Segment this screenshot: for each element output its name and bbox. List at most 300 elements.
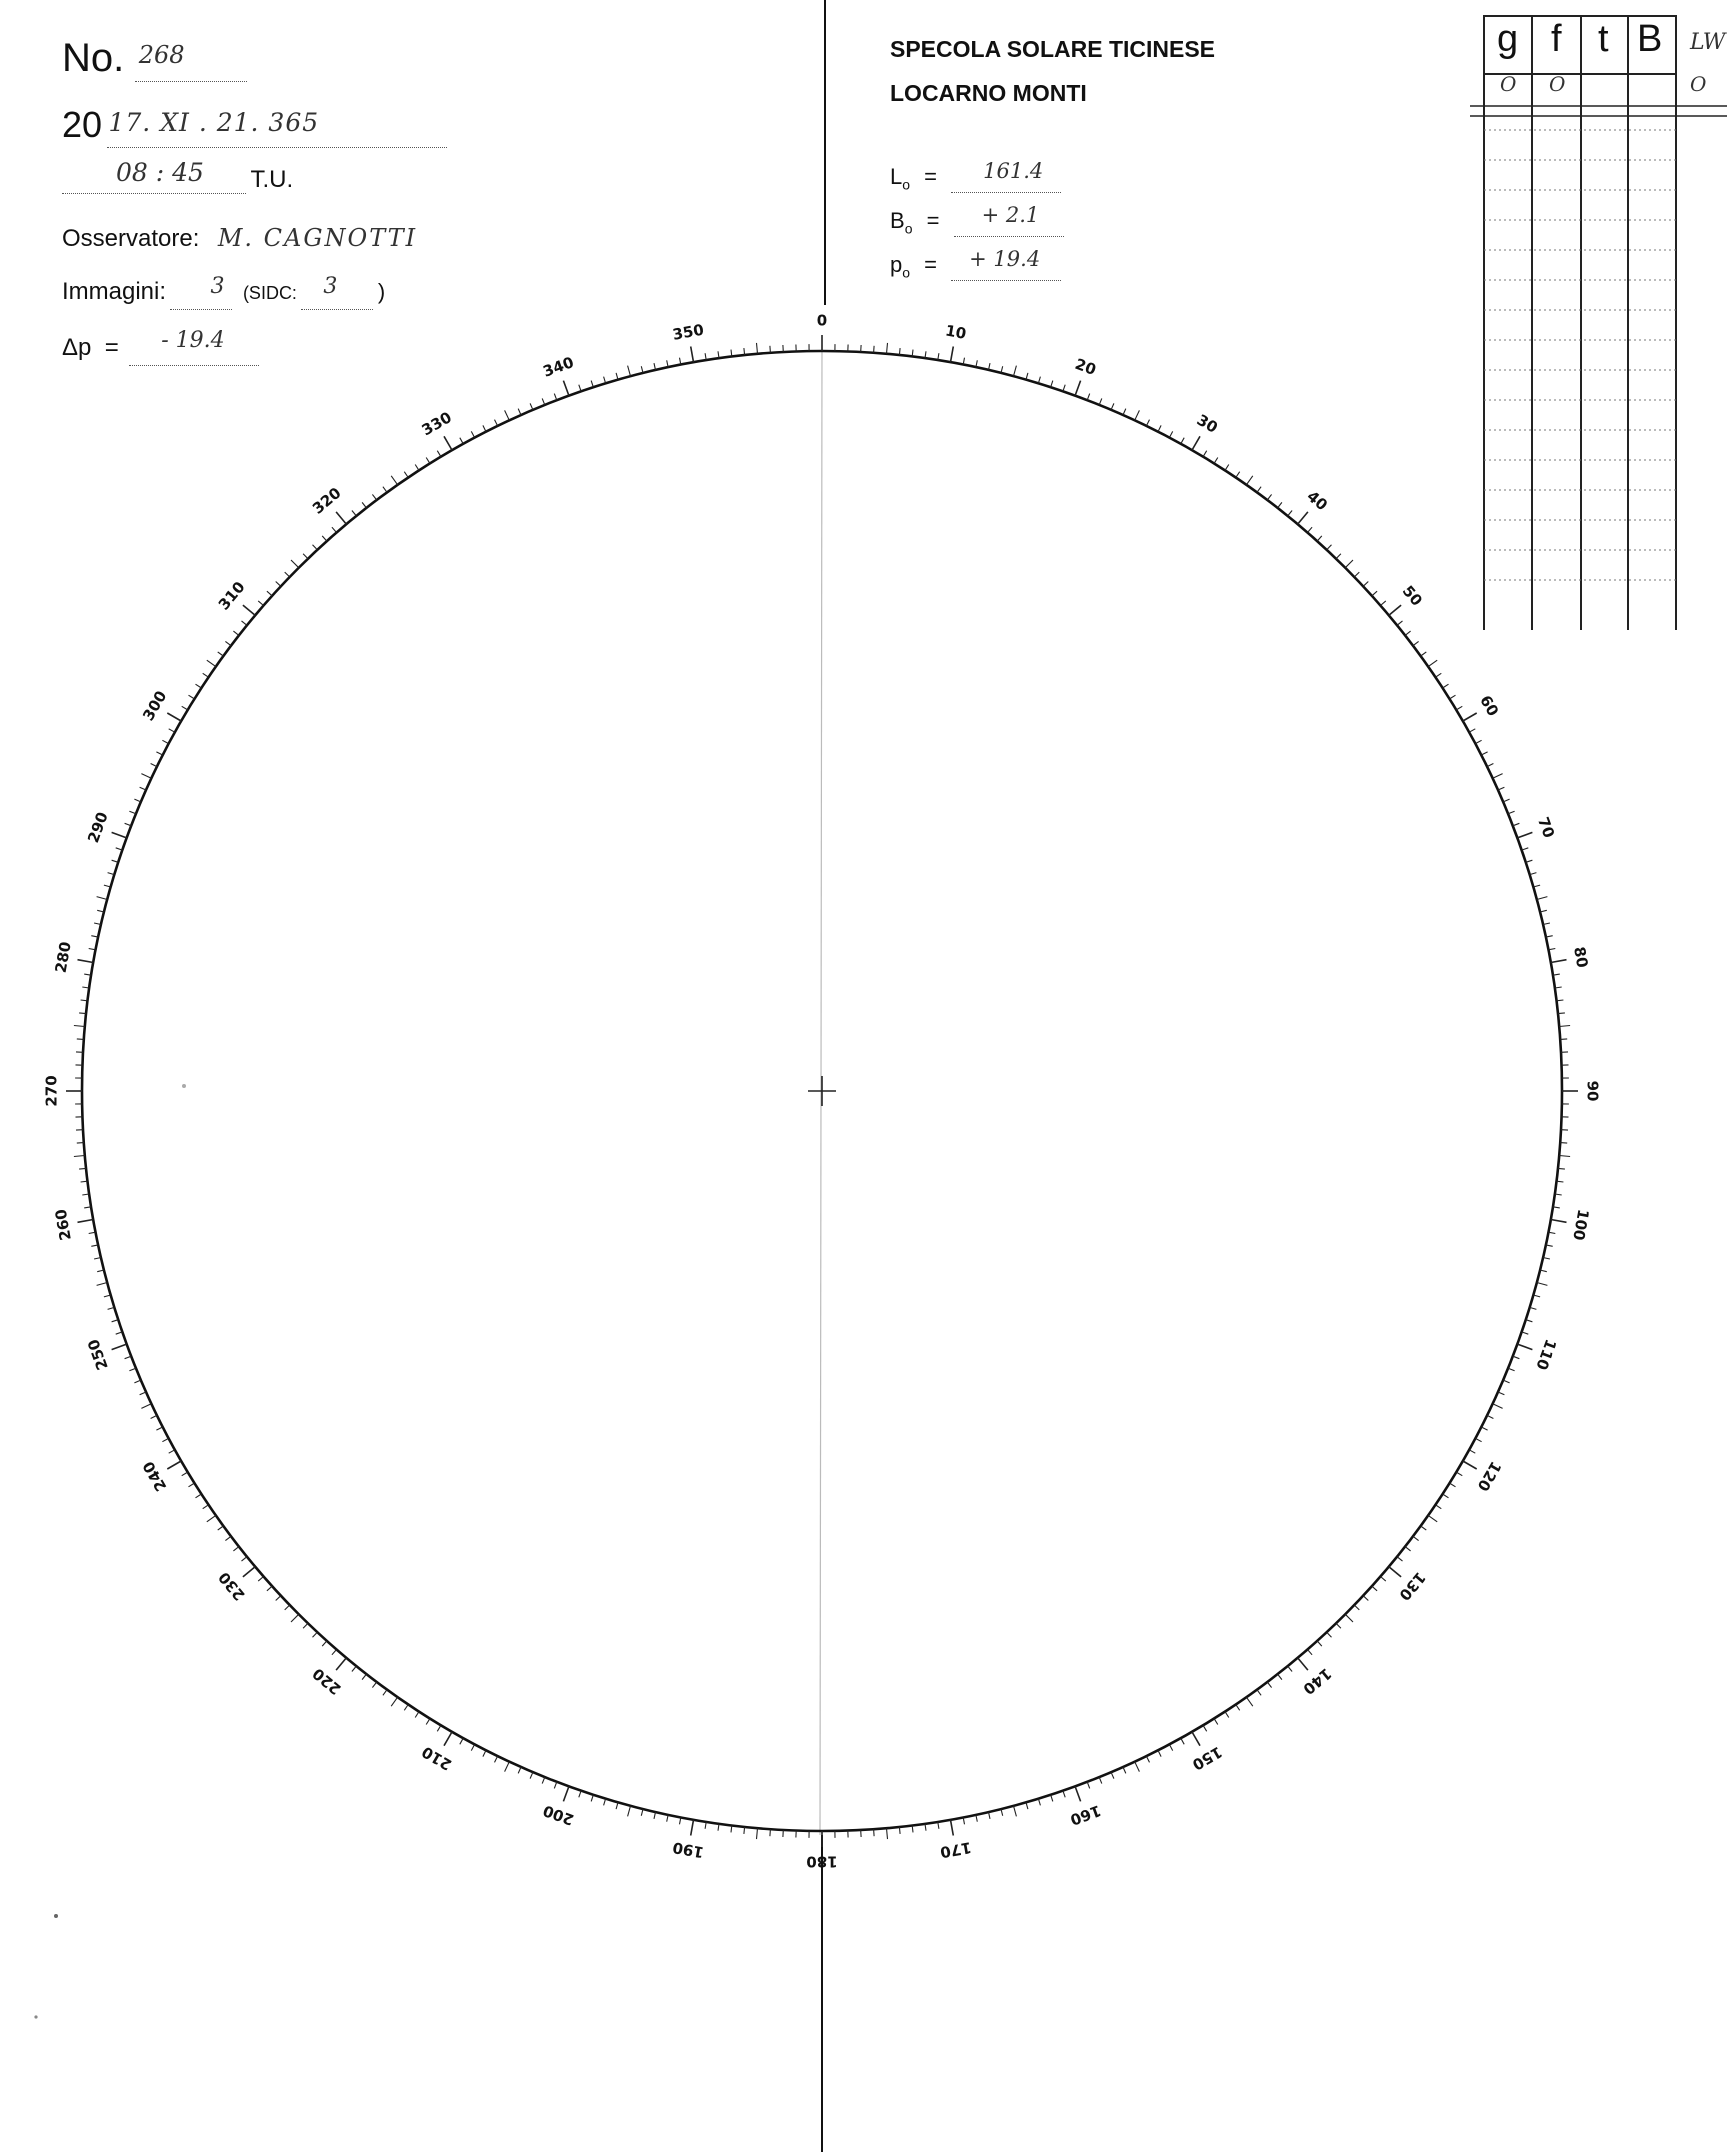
- degree-tick: [74, 1026, 85, 1027]
- degree-tick: [1087, 1782, 1090, 1789]
- degree-tick: [322, 1641, 327, 1646]
- B0-row: [890, 203, 1064, 237]
- degree-tick: [162, 740, 168, 743]
- degree-tick: [1063, 385, 1065, 392]
- observer-row: [62, 224, 417, 253]
- record-number-value: 268: [138, 41, 185, 69]
- degree-tick: [1436, 1505, 1442, 1509]
- degree-tick: [1381, 601, 1386, 606]
- degree-tick: [887, 1828, 888, 1839]
- degree-label: 20: [1072, 354, 1099, 379]
- degree-tick: [1181, 438, 1184, 444]
- degree-tick: [362, 1674, 366, 1680]
- time-suffix: T.U.: [250, 166, 294, 193]
- degree-label: 70: [1534, 814, 1559, 841]
- degree-tick: [1551, 960, 1567, 963]
- degree-tick: [1225, 1712, 1229, 1718]
- degree-label: 300: [139, 687, 171, 724]
- degree-tick: [1308, 527, 1313, 532]
- degree-tick: [505, 1762, 510, 1772]
- degree-tick: [1192, 1732, 1200, 1746]
- degree-tick: [1317, 1641, 1322, 1646]
- degree-tick: [483, 1750, 486, 1756]
- degree-tick: [169, 1450, 175, 1453]
- degree-tick: [1135, 1762, 1140, 1772]
- degree-tick: [167, 1461, 181, 1469]
- degree-tick: [77, 1039, 84, 1040]
- degree-tick: [505, 410, 510, 420]
- degree-tick: [352, 511, 356, 516]
- degree-tick: [1298, 512, 1308, 524]
- sidc-label: (SIDC:: [242, 283, 297, 303]
- degree-tick: [1513, 823, 1520, 826]
- degree-tick: [1413, 1536, 1419, 1540]
- degree-tick: [1475, 1438, 1481, 1441]
- degree-tick: [415, 1712, 419, 1718]
- degree-tick: [1493, 1404, 1503, 1409]
- degree-label: 60: [1476, 692, 1503, 720]
- degree-tick: [1267, 1682, 1271, 1688]
- degree-tick: [1214, 458, 1218, 464]
- degree-tick: [1508, 811, 1515, 814]
- degree-tick: [182, 706, 188, 710]
- degree-label: 260: [51, 1207, 75, 1242]
- sidc-close: ): [377, 279, 386, 304]
- degree-tick: [404, 1705, 408, 1711]
- degree-tick: [362, 502, 366, 508]
- degree-tick: [1428, 1515, 1437, 1521]
- degree-tick: [336, 512, 346, 524]
- degree-label: 100: [1569, 1207, 1593, 1242]
- degree-tick: [79, 1168, 86, 1169]
- table-cell-g-row1: O: [1500, 72, 1517, 96]
- L0-field: [951, 159, 1061, 193]
- degree-tick: [1517, 1344, 1532, 1350]
- degree-tick: [169, 729, 175, 732]
- degree-tick: [1372, 591, 1377, 596]
- degree-label: 30: [1193, 410, 1221, 437]
- degree-label: 0: [816, 311, 828, 330]
- degree-tick: [285, 572, 290, 577]
- degree-tick: [1537, 897, 1548, 900]
- delta-p-field: [129, 328, 259, 366]
- degree-tick: [303, 554, 308, 559]
- degree-tick: [1389, 1567, 1401, 1577]
- degree-tick: [471, 1744, 474, 1750]
- observatory-location: LOCARNO MONTI: [890, 80, 1087, 106]
- L0-row: [890, 159, 1061, 193]
- degree-tick: [1498, 1392, 1504, 1395]
- degree-tick: [554, 1782, 557, 1789]
- degree-tick: [77, 1143, 84, 1144]
- degree-tick: [242, 621, 247, 625]
- degree-label: 140: [1299, 1664, 1335, 1699]
- degree-tick: [189, 1483, 195, 1487]
- degree-tick: [1327, 1632, 1332, 1637]
- degree-tick: [1146, 420, 1149, 426]
- degree-tick: [1517, 832, 1532, 838]
- degree-label: 290: [84, 809, 112, 846]
- degree-tick: [1405, 631, 1411, 635]
- degree-tick: [1267, 494, 1271, 500]
- degree-tick: [1278, 1674, 1282, 1680]
- degree-label: 230: [214, 1568, 249, 1604]
- degree-tick: [951, 1820, 954, 1836]
- degree-label: 330: [418, 408, 455, 440]
- degree-label: 250: [84, 1336, 112, 1373]
- degree-tick: [415, 465, 419, 471]
- B0-eq: =: [926, 208, 940, 233]
- degree-tick: [1063, 1791, 1065, 1798]
- degree-tick: [1246, 476, 1252, 485]
- degree-tick: [258, 601, 263, 606]
- date-row: [62, 104, 447, 146]
- degree-tick: [97, 897, 108, 900]
- degree-tick: [542, 1777, 545, 1784]
- record-number-label: No.: [62, 36, 125, 80]
- degree-tick: [276, 1596, 281, 1601]
- degree-tick: [542, 398, 545, 405]
- speck: [54, 1914, 58, 1918]
- degree-label: 320: [309, 483, 345, 518]
- degree-tick: [1236, 472, 1240, 478]
- degree-label: 170: [938, 1838, 973, 1862]
- degree-tick: [1372, 1586, 1377, 1591]
- degree-label: 130: [1395, 1568, 1430, 1604]
- degree-tick: [1225, 465, 1229, 471]
- p0-field: [951, 247, 1061, 281]
- B0-value: + 2.1: [981, 203, 1040, 227]
- degree-tick: [579, 1791, 581, 1798]
- table-header-lw: LW: [1690, 30, 1726, 55]
- degree-tick: [116, 1332, 123, 1334]
- degree-tick: [1405, 1547, 1411, 1551]
- degree-tick: [518, 1767, 521, 1773]
- degree-tick: [352, 1666, 356, 1671]
- degree-label: 210: [418, 1742, 455, 1774]
- degree-tick: [1075, 381, 1081, 396]
- degree-tick: [207, 660, 216, 666]
- time-field: [62, 158, 246, 194]
- degree-tick: [1537, 1283, 1548, 1286]
- degree-tick: [1308, 1650, 1313, 1655]
- degree-tick: [140, 787, 146, 790]
- degree-tick: [1099, 1777, 1102, 1784]
- degree-tick: [874, 1829, 875, 1836]
- degree-tick: [1428, 660, 1437, 666]
- degree-tick: [189, 695, 195, 699]
- degree-tick: [1450, 695, 1456, 699]
- degree-tick: [404, 472, 408, 478]
- degree-tick: [554, 394, 557, 401]
- images-value: 3: [210, 274, 225, 299]
- degree-label: 10: [943, 321, 968, 343]
- table-header-B: B: [1637, 18, 1663, 60]
- degree-tick: [563, 1786, 569, 1801]
- degree-tick: [1559, 1156, 1570, 1157]
- degree-tick: [1503, 799, 1509, 802]
- observatory-name: SPECOLA SOLARE TICINESE: [890, 36, 1216, 62]
- degree-tick: [267, 1586, 272, 1591]
- degree-tick: [1389, 605, 1401, 615]
- degree-tick: [258, 1577, 263, 1582]
- degree-tick: [1381, 1577, 1386, 1582]
- degree-tick: [1354, 572, 1359, 577]
- degree-label: 150: [1189, 1742, 1226, 1774]
- degree-tick: [426, 1719, 430, 1725]
- L0-label: L: [890, 164, 903, 189]
- p0-sub: o: [902, 264, 911, 281]
- degree-tick: [563, 381, 569, 396]
- degree-label: 240: [139, 1458, 171, 1495]
- degree-tick: [1169, 431, 1172, 437]
- degree-tick: [1158, 1750, 1161, 1756]
- degree-label: 270: [42, 1075, 61, 1107]
- record-number-row: [62, 36, 247, 86]
- degree-tick: [1192, 436, 1200, 450]
- degree-tick: [1413, 641, 1419, 645]
- L0-sub: o: [902, 176, 911, 193]
- degree-tick: [1298, 1658, 1308, 1670]
- degree-tick: [313, 545, 318, 550]
- degree-tick: [1123, 409, 1126, 415]
- degree-tick: [444, 436, 452, 450]
- degree-tick: [1475, 740, 1481, 743]
- degree-label: 110: [1532, 1336, 1560, 1373]
- degree-tick: [1463, 713, 1477, 721]
- degree-tick: [196, 1494, 202, 1498]
- degree-tick: [1558, 1013, 1565, 1014]
- delta-p-row: [62, 328, 259, 362]
- degree-tick: [757, 343, 758, 354]
- sidc-field: [301, 274, 373, 310]
- degree-tick: [218, 652, 224, 656]
- degree-tick: [1522, 1332, 1529, 1334]
- degree-tick: [1397, 1557, 1402, 1561]
- degree-tick: [530, 1772, 533, 1778]
- degree-tick: [1336, 554, 1341, 559]
- degree-tick: [437, 1725, 441, 1731]
- degree-tick: [471, 431, 474, 437]
- degree-label: 310: [214, 578, 249, 614]
- degree-tick: [79, 1013, 86, 1014]
- degree-tick: [460, 438, 463, 444]
- degree-label: 160: [1067, 1801, 1104, 1829]
- degree-tick: [1421, 652, 1427, 656]
- degree-label: 50: [1398, 581, 1426, 610]
- degree-tick: [1288, 511, 1292, 516]
- degree-tick: [196, 684, 202, 688]
- degree-tick: [1087, 394, 1090, 401]
- degree-tick: [1469, 1450, 1475, 1453]
- degree-tick: [162, 1438, 168, 1441]
- degree-tick: [134, 799, 140, 802]
- degree-tick: [156, 1427, 162, 1430]
- degree-tick: [1111, 403, 1114, 409]
- degree-label: 120: [1473, 1458, 1505, 1495]
- time-value: 08 : 45: [116, 158, 204, 187]
- degree-tick: [1560, 1143, 1567, 1144]
- L0-value: 161.4: [983, 159, 1044, 183]
- time-row: [62, 158, 294, 194]
- degree-tick: [1487, 764, 1493, 767]
- B0-label: B: [890, 208, 905, 233]
- degree-tick: [332, 1650, 337, 1655]
- degree-tick: [1560, 1039, 1567, 1040]
- degree-tick: [1181, 1738, 1184, 1744]
- degree-tick: [518, 409, 521, 415]
- degree-label: 90: [1583, 1080, 1602, 1102]
- degree-tick: [116, 848, 123, 850]
- degree-tick: [313, 1632, 318, 1637]
- degree-tick: [951, 347, 954, 363]
- degree-tick: [1246, 1697, 1252, 1706]
- degree-tick: [1436, 673, 1442, 677]
- degree-tick: [1456, 1472, 1462, 1476]
- degree-tick: [1169, 1744, 1172, 1750]
- degree-tick: [1481, 752, 1487, 755]
- degree-tick: [383, 487, 387, 493]
- degree-tick: [332, 527, 337, 532]
- degree-tick: [291, 560, 299, 568]
- degree-tick: [74, 1156, 85, 1157]
- speck: [182, 1084, 186, 1088]
- date-value: 17. XI . 21. 365: [108, 108, 320, 137]
- degree-tick: [460, 1738, 463, 1744]
- degree-tick: [628, 366, 631, 377]
- degree-tick: [225, 1536, 231, 1540]
- degree-tick: [1421, 1526, 1427, 1530]
- images-field: [170, 274, 232, 310]
- date-field: [107, 108, 447, 148]
- degree-tick: [1363, 1596, 1368, 1601]
- degree-label: 220: [309, 1664, 345, 1699]
- degree-tick: [141, 774, 151, 779]
- degree-tick: [1363, 582, 1368, 587]
- degree-label: 350: [671, 320, 706, 344]
- degree-tick: [134, 1380, 140, 1383]
- degree-tick: [303, 1623, 308, 1628]
- degree-tick: [1354, 1605, 1359, 1610]
- degree-tick: [691, 1820, 694, 1836]
- degree-tick: [437, 451, 441, 457]
- degree-label: 190: [671, 1838, 706, 1862]
- degree-label: 280: [51, 940, 75, 975]
- degree-tick: [1288, 1666, 1292, 1671]
- delta-p-value: - 19.4: [161, 328, 225, 353]
- delta-p-label: Δp =: [62, 334, 119, 361]
- degree-tick: [579, 385, 581, 392]
- degree-tick: [322, 536, 327, 541]
- images-label: Immagini:: [62, 278, 167, 305]
- record-number-field: [135, 41, 247, 82]
- degree-label: 200: [540, 1801, 577, 1829]
- degree-tick: [336, 1658, 346, 1670]
- degree-tick: [1345, 1614, 1353, 1622]
- B0-sub: o: [904, 220, 913, 237]
- sidc-value: 3: [323, 274, 338, 299]
- degree-tick: [1075, 1786, 1081, 1801]
- degree-tick: [483, 425, 486, 431]
- table-header-f: f: [1551, 18, 1562, 60]
- degree-tick: [129, 811, 136, 814]
- degree-tick: [426, 458, 430, 464]
- L0-eq: =: [924, 164, 938, 189]
- degree-tick: [112, 1344, 127, 1350]
- B0-field: [954, 203, 1064, 237]
- degree-tick: [1522, 848, 1529, 850]
- degree-tick: [243, 605, 255, 615]
- degree-tick: [1257, 487, 1261, 493]
- degree-tick: [203, 1505, 209, 1509]
- degree-tick: [285, 1605, 290, 1610]
- degree-tick: [1214, 1719, 1218, 1725]
- degree-label: 40: [1303, 487, 1332, 515]
- degree-tick: [242, 1557, 247, 1561]
- degree-tick: [167, 713, 181, 721]
- degree-tick: [1397, 621, 1402, 625]
- degree-tick: [129, 1368, 136, 1371]
- p0-eq: =: [924, 252, 938, 277]
- degree-tick: [1111, 1772, 1114, 1778]
- degree-tick: [1278, 502, 1282, 508]
- degree-tick: [899, 1827, 900, 1834]
- degree-tick: [1158, 425, 1161, 431]
- degree-tick: [444, 1732, 452, 1746]
- degree-tick: [770, 1829, 771, 1836]
- table-header-g: g: [1497, 18, 1519, 60]
- degree-tick: [372, 1682, 376, 1688]
- images-row: [62, 274, 386, 306]
- degree-tick: [372, 494, 376, 500]
- degree-tick: [1559, 1026, 1570, 1027]
- degree-tick: [1327, 545, 1332, 550]
- degree-tick: [1236, 1705, 1240, 1711]
- degree-tick: [770, 346, 771, 353]
- degree-tick: [78, 960, 94, 963]
- degree-tick: [291, 1614, 299, 1622]
- degree-label: 80: [1570, 945, 1592, 970]
- degree-tick: [1498, 787, 1504, 790]
- p0-value: + 19.4: [969, 247, 1041, 271]
- degree-tick: [1463, 1461, 1477, 1469]
- degree-tick: [1508, 1368, 1515, 1371]
- degree-tick: [383, 1690, 387, 1696]
- degree-tick: [1317, 536, 1322, 541]
- degree-tick: [1443, 1494, 1449, 1498]
- degree-tick: [495, 420, 498, 426]
- degree-tick: [1123, 1767, 1126, 1773]
- degree-tick: [1503, 1380, 1509, 1383]
- degree-tick: [899, 348, 900, 355]
- degree-tick: [125, 823, 132, 826]
- degree-tick: [744, 348, 745, 355]
- degree-tick: [1014, 1806, 1017, 1817]
- degree-tick: [1487, 1415, 1493, 1418]
- degree-tick: [218, 1526, 224, 1530]
- table-cell-f-row1: O: [1549, 72, 1566, 96]
- degree-tick: [1345, 560, 1353, 568]
- degree-tick: [243, 1567, 255, 1577]
- table-cell-lw-row1: O: [1690, 72, 1707, 96]
- degree-tick: [1513, 1356, 1520, 1359]
- degree-tick: [628, 1806, 631, 1817]
- degree-tick: [267, 591, 272, 596]
- degree-tick: [233, 1547, 239, 1551]
- degree-tick: [744, 1827, 745, 1834]
- year-prefix: 20: [62, 104, 103, 145]
- degree-tick: [203, 673, 209, 677]
